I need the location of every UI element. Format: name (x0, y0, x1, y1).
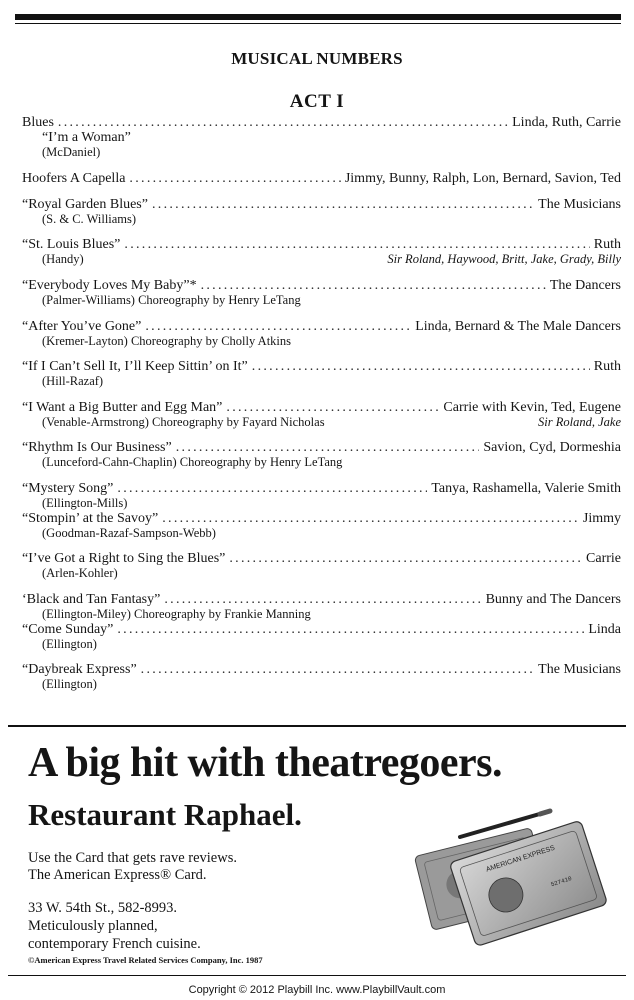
leader-dots (141, 662, 535, 677)
advertisement (8, 725, 626, 976)
ad-subhead: Restaurant Raphael. (28, 797, 302, 832)
leader-dots (152, 197, 534, 212)
song-performers: Bunny and The Dancers (485, 592, 621, 607)
song-title: “Everybody Loves My Baby”* (22, 278, 197, 293)
song-title: “Come Sunday” (22, 622, 114, 637)
song-performers: Carrie with Kevin, Ted, Eugene (443, 400, 621, 415)
song-title: “Stompin’ at the Savoy” (22, 511, 159, 526)
song-performers: Linda, Ruth, Carrie (512, 115, 621, 130)
ad-line2: The American Express® Card. (28, 867, 207, 883)
song-performers: Carrie (586, 551, 621, 566)
leader-dots (117, 481, 427, 496)
leader-dots (162, 511, 579, 526)
song-title: “I Want a Big Butter and Egg Man” (22, 400, 223, 415)
song-credit: (Ellington-Miley) Choreography by Frankie Manning (42, 607, 311, 621)
song-title: “Mystery Song” (22, 481, 114, 496)
song-title: “Royal Garden Blues” (22, 197, 148, 212)
song-performers: Ruth (593, 359, 621, 374)
pen-icon (460, 811, 550, 837)
song-entry (22, 551, 621, 581)
top-thin-rule (15, 23, 621, 24)
song-credit: (Ellington) (42, 637, 97, 651)
song-performers: Tanya, Rashamella, Valerie Smith (431, 481, 621, 496)
song-entry (22, 481, 621, 511)
song-credit: (Venable-Armstrong) Choreography by Fayard Nicholas (42, 415, 325, 429)
song-performers: Jimmy, Bunny, Ralph, Lon, Bernard, Savion, Ted (344, 171, 621, 186)
song-title: Blues (22, 115, 54, 130)
ad-card-copy (28, 850, 237, 884)
ad-headline: A big hit with theatregoers. (28, 740, 503, 786)
ad-copyright: ©American Express Travel Related Services Company, Inc. 1987 (28, 955, 263, 965)
leader-dots (124, 237, 589, 252)
song-performers: The Dancers (549, 278, 621, 293)
song-subtitle: “I’m a Woman” (42, 130, 131, 145)
song-entry (22, 440, 621, 470)
song-entry (22, 592, 621, 622)
leader-dots (229, 551, 582, 566)
song-credit: (S. & C. Williams) (42, 212, 137, 226)
song-entry (22, 662, 621, 692)
song-credit: (McDaniel) (42, 145, 101, 159)
song-credit: (Arlen-Kohler) (42, 566, 118, 580)
song-credit: (Kremer-Layton) Choreography by Cholly Atkins (42, 334, 292, 348)
song-credit: (Goodman-Razaf-Sampson-Webb) (42, 526, 216, 540)
song-entry (22, 319, 621, 349)
song-title: “I’ve Got a Right to Sing the Blues” (22, 551, 226, 566)
section-heading: MUSICAL NUMBERS (231, 49, 403, 68)
song-credit: (Hill-Razaf) (42, 374, 104, 388)
footer-copyright: Copyright © 2012 Playbill Inc. www.PlaybillVault.com (188, 984, 446, 996)
ad-desc2: contemporary French cuisine. (28, 936, 201, 952)
song-performers: Savion, Cyd, Dormeshia (483, 440, 621, 455)
song-credit: (Ellington-Mills) (42, 496, 128, 510)
song-entry (22, 171, 621, 186)
top-rule (15, 14, 621, 20)
song-performers: Jimmy (582, 511, 621, 526)
song-credit: (Palmer-Williams) Choreography by Henry LeTang (42, 293, 301, 307)
song-entry (22, 511, 621, 541)
song-credit: (Handy) (42, 252, 84, 266)
song-title: “If I Can’t Sell It, I’ll Keep Sittin’ on It” (22, 359, 248, 374)
song-title: “Rhythm Is Our Business” (22, 440, 172, 455)
ad-line1: Use the Card that gets rave reviews. (28, 850, 237, 866)
leader-dots (145, 319, 411, 334)
song-entry (22, 237, 621, 267)
card-brand-text: AMERICAN EXPRESS (485, 844, 556, 874)
song-entry (22, 278, 621, 308)
leader-dots (117, 622, 584, 637)
amex-card-icon (449, 820, 607, 946)
song-performers: Linda (588, 622, 621, 637)
act-heading: ACT I (289, 91, 345, 112)
leader-dots (252, 359, 590, 374)
ad-desc1: Meticulously planned, (28, 918, 158, 934)
card-number-text: 527410 (549, 874, 573, 889)
song-entry (22, 400, 621, 430)
song-title: “Daybreak Express” (22, 662, 137, 677)
song-credit: (Lunceford-Cahn-Chaplin) Choreography by Henry LeTang (42, 455, 343, 469)
leader-dots (58, 115, 508, 130)
song-extra-performers: Sir Roland, Haywood, Britt, Jake, Grady, Billy (387, 252, 621, 266)
song-title: “After You’ve Gone” (22, 319, 142, 334)
song-entry (22, 197, 621, 227)
song-entry (22, 622, 621, 652)
ad-address: 33 W. 54th St., 582-8993. (28, 900, 178, 916)
leader-dots (129, 171, 340, 186)
ad-restaurant-copy (28, 899, 201, 953)
leader-dots (226, 400, 439, 415)
song-entry (22, 359, 621, 389)
leader-dots (176, 440, 480, 455)
song-performers: The Musicians (538, 197, 621, 212)
song-performers: Linda, Bernard & The Male Dancers (415, 319, 621, 334)
song-title: ‘Black and Tan Fantasy” (22, 592, 161, 607)
song-performers: Ruth (593, 237, 621, 252)
credit-cards-illustration (400, 789, 620, 949)
leader-dots (164, 592, 481, 607)
song-performers: The Musicians (538, 662, 621, 677)
song-extra-performers: Sir Roland, Jake (538, 415, 621, 429)
song-entry (22, 115, 621, 160)
song-title: “St. Louis Blues” (22, 237, 121, 252)
song-credit: (Ellington) (42, 677, 97, 691)
leader-dots (201, 278, 546, 293)
song-title: Hoofers A Capella (22, 171, 126, 186)
